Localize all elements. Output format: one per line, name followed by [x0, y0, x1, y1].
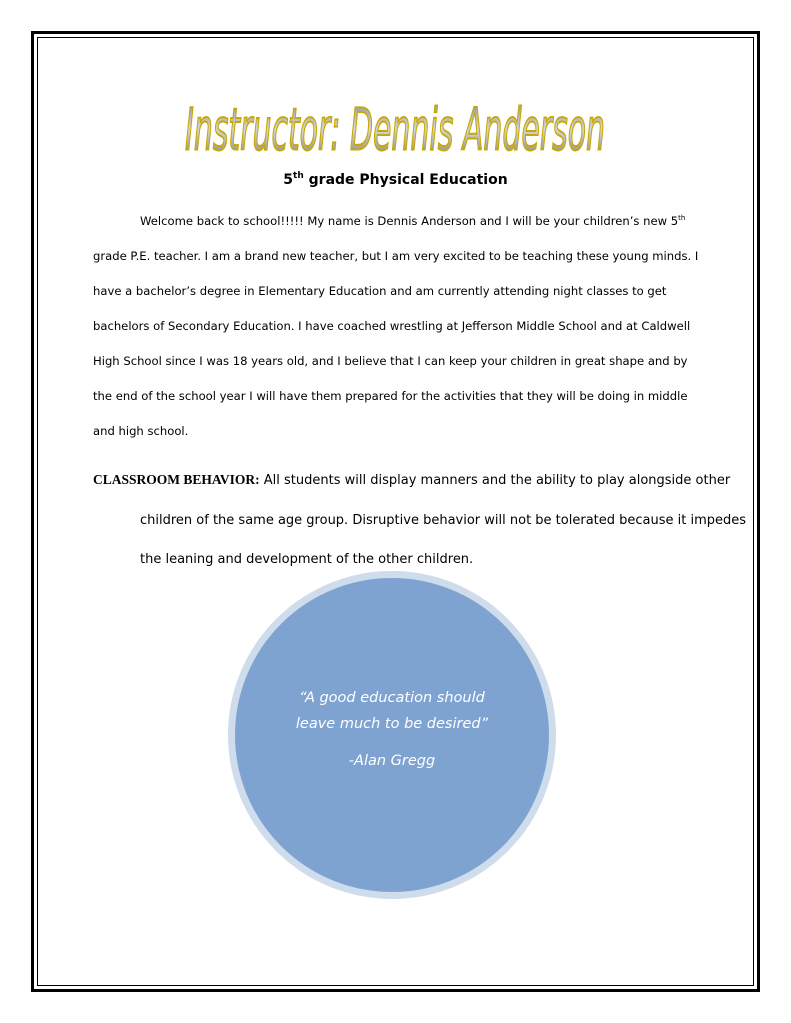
classroom-behavior-label: CLASSROOM BEHAVIOR:	[93, 472, 260, 487]
classroom-behavior-paragraph	[93, 460, 760, 580]
instructor-wordart-title	[175, 96, 615, 164]
quote-circle	[228, 571, 556, 899]
quote-line-1: “A good education should	[299, 690, 485, 706]
heading-rest: grade Physical Education	[303, 172, 508, 188]
grade-suffix: th	[293, 171, 304, 181]
intro-text-2: grade P.E. teacher. I am a brand new teacher, but I am very excited to be teaching these young minds. I have a bachelor’s degree in Elementary Education and am currently attending night classes to get bachelors of Secondary Education. I have coached wrestling at Jefferson Middle School and at Caldwell High School since I was 18 years old, and I believe that I can keep your children in great shape and by the end of the school year I will have them prepared for the activities that they will be doing in middle and high school.	[93, 249, 699, 438]
classroom-behavior-text: All students will display manners and the ability to play alongside other children of the same age group. Disruptive behavior will not be tolerated because it impedes the leaning and development of the other children.	[140, 473, 747, 567]
wordart-text: Instructor: Dennis Anderson	[185, 95, 605, 164]
page-heading	[0, 172, 791, 188]
grade-number: 5	[283, 172, 294, 188]
quote-author: -Alan Gregg	[348, 753, 436, 769]
intro-text-1: Welcome back to school!!!!! My name is Dennis Anderson and I will be your children’s new 5	[140, 214, 679, 228]
intro-superscript: th	[678, 214, 686, 222]
quote-text	[235, 685, 549, 737]
quote-line-2: leave much to be desired”	[295, 716, 489, 732]
intro-paragraph	[93, 204, 703, 449]
